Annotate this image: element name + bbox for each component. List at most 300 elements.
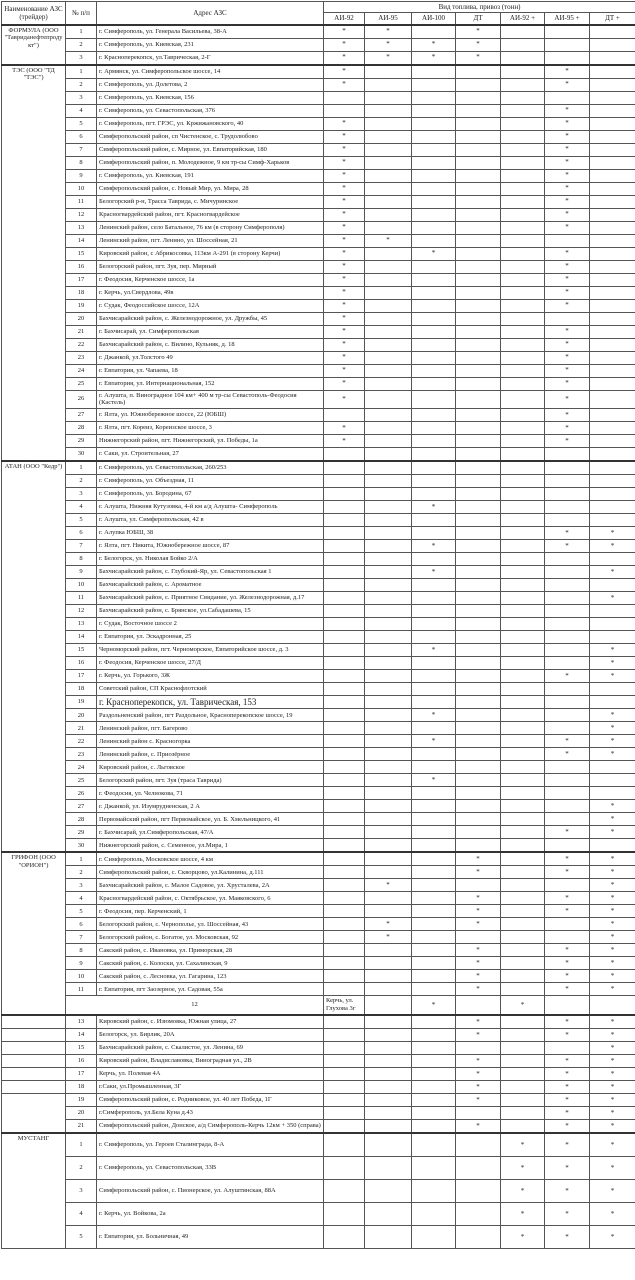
fuel-cell xyxy=(365,1054,412,1067)
fuel-cell xyxy=(501,526,545,539)
fuel-cell xyxy=(456,578,501,591)
fuel-cell: * xyxy=(545,852,590,866)
fuel-cell xyxy=(324,944,365,957)
fuel-cell xyxy=(412,578,456,591)
row-number-cell: 3 xyxy=(66,51,97,65)
fuel-cell xyxy=(456,234,501,247)
fuel-cell: * xyxy=(501,1202,545,1225)
address-cell: Кировский район, с. Изюмовка, Южная улица, 27 xyxy=(97,1015,324,1029)
fuel-cell xyxy=(365,892,412,905)
fuel-cell xyxy=(456,787,501,800)
fuel-cell xyxy=(501,247,545,260)
fuel-cell xyxy=(501,682,545,695)
fuel-cell xyxy=(324,1106,365,1119)
station-row xyxy=(2,156,635,169)
fuel-cell xyxy=(365,408,412,421)
row-number-cell: 14 xyxy=(66,1028,97,1041)
trader-cell xyxy=(2,1080,66,1093)
fuel-cell xyxy=(412,552,456,565)
fuel-cell: * xyxy=(501,1225,545,1248)
fuel-cell xyxy=(324,1202,365,1225)
fuel-cell xyxy=(501,1106,545,1119)
fuel-cell xyxy=(501,208,545,221)
fuel-cell xyxy=(545,38,590,51)
fuel-cell xyxy=(590,78,635,91)
fuel-cell xyxy=(412,761,456,774)
fuel-cell: * xyxy=(545,970,590,983)
fuel-cell xyxy=(501,156,545,169)
fuel-cell: * xyxy=(456,918,501,931)
fuel-cell xyxy=(545,931,590,944)
station-row xyxy=(2,273,635,286)
fuel-cell xyxy=(545,1041,590,1054)
fuel-cell: * xyxy=(545,434,590,447)
fuel-cell xyxy=(501,364,545,377)
fuel-cell: * xyxy=(545,1015,590,1029)
address-cell: г. Симферополь, ул. Генерала Васильева, 38-А xyxy=(97,25,324,39)
fuel-cell xyxy=(590,682,635,695)
address-cell: г. Керчь, ул.Свердлова, 49в xyxy=(97,286,324,299)
address-cell: Раздольненский район, пгт Раздольное, Красноперекопское шоссе, 19 xyxy=(97,709,324,722)
fuel-cell xyxy=(456,669,501,682)
fuel-cell xyxy=(365,813,412,826)
fuel-cell: * xyxy=(545,247,590,260)
fuel-cell: * xyxy=(456,1080,501,1093)
row-number-cell: 20 xyxy=(66,1106,97,1119)
fuel-cell xyxy=(365,1202,412,1225)
header-fuel-ai92plus: АИ-92 + xyxy=(501,13,545,25)
row-number-cell: 3 xyxy=(66,91,97,104)
row-number-cell: 17 xyxy=(66,1067,97,1080)
fuel-cell xyxy=(324,682,365,695)
fuel-cell xyxy=(545,500,590,513)
fuel-cell xyxy=(501,260,545,273)
fuel-cell xyxy=(501,51,545,65)
fuel-cell: * xyxy=(590,539,635,552)
fuel-cell: * xyxy=(324,325,365,338)
header-fuel-dtplus: ДТ + xyxy=(590,13,635,25)
fuel-cell xyxy=(412,117,456,130)
row-number-cell: 8 xyxy=(66,552,97,565)
fuel-cell: * xyxy=(590,931,635,944)
address-cell: Ленинский район с. Красногорка xyxy=(97,735,324,748)
fuel-cell xyxy=(324,813,365,826)
fuel-cell xyxy=(324,513,365,526)
address-cell: г. Судак, Восточное шоссе 2 xyxy=(97,617,324,630)
fuel-cell xyxy=(365,761,412,774)
fuel-cell xyxy=(590,65,635,79)
fuel-cell xyxy=(456,617,501,630)
fuel-cell xyxy=(412,630,456,643)
fuel-cell xyxy=(456,221,501,234)
fuel-cell xyxy=(456,182,501,195)
address-cell: Красногвардейский район, пгт. Красногвардейское xyxy=(97,208,324,221)
fuel-cell xyxy=(501,38,545,51)
fuel-cell xyxy=(412,312,456,325)
fuel-cell xyxy=(324,735,365,748)
fuel-cell: * xyxy=(545,408,590,421)
fuel-cell xyxy=(324,552,365,565)
fuel-cell: * xyxy=(545,1067,590,1080)
fuel-cell xyxy=(324,104,365,117)
station-row xyxy=(2,182,635,195)
row-number-cell: 2 xyxy=(66,474,97,487)
fuel-cell xyxy=(324,970,365,983)
row-number-cell: 1 xyxy=(66,461,97,475)
fuel-cell xyxy=(412,866,456,879)
trader-cell: ТЭС (ООО "ТД "ТЭС") xyxy=(2,65,66,461)
fuel-cell xyxy=(590,25,635,39)
fuel-cell xyxy=(412,91,456,104)
fuel-cell: * xyxy=(590,709,635,722)
fuel-cell xyxy=(590,630,635,643)
fuel-cell xyxy=(365,104,412,117)
trader-cell: ФОРМУЛА (ООО "Тавриданефтепродукт") xyxy=(2,25,66,65)
fuel-cell xyxy=(412,143,456,156)
row-number-cell: 26 xyxy=(66,390,97,408)
row-number-cell: 3 xyxy=(66,1179,97,1202)
address-cell: Бахчисарайский район, с. Железнодорожное, ул. Дружбы, 45 xyxy=(97,312,324,325)
station-row xyxy=(2,461,635,475)
fuel-cell: * xyxy=(324,364,365,377)
fuel-cell xyxy=(412,669,456,682)
fuel-cell xyxy=(456,552,501,565)
fuel-cell: * xyxy=(545,1179,590,1202)
header-fuel-ai95plus: АИ-95 + xyxy=(545,13,590,25)
fuel-cell xyxy=(324,526,365,539)
fuel-cell xyxy=(456,461,501,475)
row-number-cell: 19 xyxy=(66,1093,97,1106)
trader-cell xyxy=(2,1067,66,1080)
address-cell: Сакский район, с. Ивановка, ул. Приморская, 28 xyxy=(97,944,324,957)
fuel-cell xyxy=(365,1093,412,1106)
fuel-cell xyxy=(412,195,456,208)
address-cell: г. Симферополь, пгт. ГРЭС, ул. Кржижановского, 40 xyxy=(97,117,324,130)
fuel-cell xyxy=(412,182,456,195)
fuel-cell xyxy=(412,474,456,487)
fuel-cell xyxy=(365,800,412,813)
fuel-cell xyxy=(456,325,501,338)
fuel-cell xyxy=(324,1156,365,1179)
station-row xyxy=(2,286,635,299)
row-number-cell: 17 xyxy=(66,273,97,286)
fuel-cell xyxy=(324,1015,365,1029)
station-row xyxy=(2,65,635,79)
fuel-cell xyxy=(324,447,365,461)
fuel-cell xyxy=(412,813,456,826)
fuel-cell xyxy=(365,1133,412,1157)
fuel-cell: * xyxy=(365,51,412,65)
fuel-cell xyxy=(324,983,365,996)
fuel-cell xyxy=(365,839,412,853)
fuel-cell: * xyxy=(324,286,365,299)
address-cell: Первомайский район, пгт Первомайское, ул. Б. Хмельницкого, 41 xyxy=(97,813,324,826)
fuel-cell xyxy=(456,591,501,604)
fuel-cell xyxy=(365,996,412,1015)
fuel-cell: * xyxy=(590,879,635,892)
address-cell: Советский район, СП Краснофлотский xyxy=(97,682,324,695)
fuel-cell xyxy=(501,421,545,434)
fuel-cell xyxy=(590,156,635,169)
fuel-cell xyxy=(412,957,456,970)
fuel-cell xyxy=(324,800,365,813)
row-number-cell: 10 xyxy=(66,578,97,591)
fuel-cell xyxy=(412,839,456,853)
address-cell: г. Джанкой, ул. Изумрудненская, 2 А xyxy=(97,800,324,813)
fuel-cell xyxy=(365,390,412,408)
fuel-cell xyxy=(365,669,412,682)
fuel-cell xyxy=(324,905,365,918)
fuel-cell xyxy=(545,630,590,643)
fuel-cell xyxy=(324,1067,365,1080)
station-row xyxy=(2,38,635,51)
fuel-cell: * xyxy=(324,221,365,234)
address-cell: г. Джанкой, ул.Толстого 49 xyxy=(97,351,324,364)
table-header xyxy=(2,2,635,25)
fuel-cell xyxy=(456,774,501,787)
fuel-cell xyxy=(501,1028,545,1041)
address-cell: г. Евпатория, пгт Заозерное, ул. Садовая, 55а xyxy=(97,983,324,996)
fuel-cell xyxy=(412,604,456,617)
fuel-cell xyxy=(365,156,412,169)
fuel-cell xyxy=(412,682,456,695)
row-number-cell: 11 xyxy=(66,195,97,208)
address-cell: Симферопольский район, сп Чистенское, с. Трудолюбово xyxy=(97,130,324,143)
station-row xyxy=(2,169,635,182)
fuel-cell xyxy=(412,487,456,500)
header-fuel-ai100: АИ-100 xyxy=(412,13,456,25)
fuel-cell xyxy=(590,143,635,156)
fuel-cell xyxy=(456,1041,501,1054)
fuel-cell: * xyxy=(456,852,501,866)
fuel-cell: * xyxy=(545,421,590,434)
row-number-cell: 1 xyxy=(66,65,97,79)
fuel-cell xyxy=(412,787,456,800)
fuel-cell: * xyxy=(590,813,635,826)
fuel-cell: * xyxy=(324,234,365,247)
fuel-cell xyxy=(412,879,456,892)
fuel-cell xyxy=(501,408,545,421)
row-number-cell: 13 xyxy=(66,617,97,630)
fuel-cell xyxy=(456,722,501,735)
address-cell: Симферопольский район, Донское, а/д Симферополь-Керчь 12км + 350 (справа) xyxy=(97,1119,324,1133)
header-fuel-group: Вид топлива, привоз (тонн) xyxy=(324,2,635,13)
fuel-cell xyxy=(324,1054,365,1067)
station-row xyxy=(2,656,635,669)
station-row xyxy=(2,1179,635,1202)
station-row xyxy=(2,312,635,325)
row-number-cell: 28 xyxy=(66,813,97,826)
fuel-cell xyxy=(501,487,545,500)
station-row xyxy=(2,565,635,578)
address-cell: Сакский район, с. Лесновка, ул. Гагарина, 123 xyxy=(97,970,324,983)
fuel-cell xyxy=(545,25,590,39)
fuel-cell xyxy=(324,656,365,669)
station-row xyxy=(2,390,635,408)
fuel-cell xyxy=(545,918,590,931)
address-cell: Симферопольский район, п. Молодежное, 9 км тр-сы Симф-Харьков xyxy=(97,156,324,169)
fuel-cell: * xyxy=(412,735,456,748)
station-row xyxy=(2,918,635,931)
fuel-cell: * xyxy=(324,273,365,286)
station-row xyxy=(2,669,635,682)
trader-cell: АТАН (ООО "Кедр") xyxy=(2,461,66,853)
fuel-cell xyxy=(365,526,412,539)
fuel-cell: * xyxy=(545,944,590,957)
fuel-cell: * xyxy=(590,735,635,748)
fuel-cell xyxy=(324,852,365,866)
station-row xyxy=(2,408,635,421)
fuel-cell: * xyxy=(545,130,590,143)
station-row xyxy=(2,25,635,39)
fuel-cell xyxy=(412,1133,456,1157)
fuel-cell xyxy=(412,364,456,377)
fuel-cell xyxy=(365,182,412,195)
fuel-cell xyxy=(412,169,456,182)
fuel-cell: * xyxy=(545,1054,590,1067)
fuel-cell xyxy=(365,1028,412,1041)
fuel-cell: * xyxy=(590,1067,635,1080)
header-trader: Наименование АЗС (трейдер) xyxy=(2,2,66,25)
fuel-cell xyxy=(324,918,365,931)
trader-cell xyxy=(2,1054,66,1067)
fuel-cell xyxy=(412,656,456,669)
row-number-cell: 13 xyxy=(66,221,97,234)
address-cell: Симферопольский район, с. Мирное, ул. Евпаторийская, 180 xyxy=(97,143,324,156)
station-row xyxy=(2,1067,635,1080)
fuel-cell xyxy=(590,839,635,853)
fuel-cell xyxy=(324,91,365,104)
fuel-cell: * xyxy=(545,748,590,761)
fuel-cell: * xyxy=(590,526,635,539)
fuel-cell xyxy=(365,91,412,104)
row-number-cell: 26 xyxy=(66,787,97,800)
address-cell: г. Феодосия, Керченское шоссе, 27/Д xyxy=(97,656,324,669)
row-number-cell: 3 xyxy=(66,879,97,892)
address-cell: г. Красноперекопск, ул.Таврическая, 2-Г xyxy=(97,51,324,65)
fuel-cell xyxy=(412,1179,456,1202)
fuel-cell xyxy=(545,447,590,461)
row-number-cell: 25 xyxy=(66,774,97,787)
station-row xyxy=(2,630,635,643)
station-row xyxy=(2,1225,635,1248)
fuel-cell: * xyxy=(590,1093,635,1106)
fuel-cell xyxy=(365,78,412,91)
address-cell: г. Симферополь, ул. Киевская, 156 xyxy=(97,91,324,104)
fuel-cell xyxy=(501,722,545,735)
fuel-cell xyxy=(412,970,456,983)
fuel-cell xyxy=(590,312,635,325)
header-fuel-ai95: АИ-95 xyxy=(365,13,412,25)
fuel-cell xyxy=(365,617,412,630)
fuel-cell xyxy=(501,1080,545,1093)
row-number-cell: 19 xyxy=(66,299,97,312)
row-number-cell: 5 xyxy=(66,513,97,526)
fuel-cell xyxy=(456,390,501,408)
fuel-cell xyxy=(324,748,365,761)
fuel-cell: * xyxy=(545,1119,590,1133)
fuel-cell xyxy=(501,918,545,931)
fuel-cell xyxy=(456,539,501,552)
fuel-cell xyxy=(501,879,545,892)
fuel-cell xyxy=(501,813,545,826)
fuel-cell xyxy=(365,487,412,500)
row-number-cell: 23 xyxy=(66,351,97,364)
fuel-cell xyxy=(545,604,590,617)
fuel-cell: * xyxy=(324,338,365,351)
fuel-cell xyxy=(324,839,365,853)
fuel-cell xyxy=(456,65,501,79)
address-cell: Кировский район, Владиславовка, Виноградная ул., 2В xyxy=(97,1054,324,1067)
fuel-cell: * xyxy=(545,221,590,234)
fuel-cell xyxy=(501,1041,545,1054)
fuel-cell xyxy=(456,286,501,299)
station-row xyxy=(2,91,635,104)
fuel-cell xyxy=(456,500,501,513)
fuel-cell xyxy=(365,364,412,377)
fuel-cell xyxy=(456,813,501,826)
fuel-cell: * xyxy=(545,983,590,996)
fuel-cell xyxy=(412,447,456,461)
fuel-cell xyxy=(545,312,590,325)
fuel-cell xyxy=(545,591,590,604)
fuel-cell xyxy=(590,286,635,299)
address-cell: г. Красноперекопск, ул. Таврическая, 153 xyxy=(97,695,324,709)
address-cell: г.Саки, ул.Промышленная, 3Г xyxy=(97,1080,324,1093)
station-row xyxy=(2,51,635,65)
fuel-cell: * xyxy=(590,1179,635,1202)
fuel-cell xyxy=(412,65,456,79)
station-row xyxy=(2,892,635,905)
station-row xyxy=(2,474,635,487)
station-row xyxy=(2,299,635,312)
fuel-cell: * xyxy=(456,983,501,996)
fuel-cell xyxy=(590,182,635,195)
row-number-cell: 8 xyxy=(66,944,97,957)
row-number-cell: 4 xyxy=(66,500,97,513)
fuel-cell xyxy=(501,761,545,774)
fuel-cell xyxy=(365,325,412,338)
fuel-cell xyxy=(456,839,501,853)
fuel-cell: * xyxy=(545,526,590,539)
fuel-cell: * xyxy=(324,143,365,156)
fuel-cell xyxy=(501,338,545,351)
fuel-cell xyxy=(324,1179,365,1202)
fuel-cell xyxy=(365,247,412,260)
fuel-cell xyxy=(324,787,365,800)
fuel-cell: * xyxy=(590,852,635,866)
fuel-cell: * xyxy=(545,826,590,839)
fuel-cell xyxy=(365,1041,412,1054)
fuel-cell: * xyxy=(456,51,501,65)
fuel-cell xyxy=(501,656,545,669)
station-row xyxy=(2,643,635,656)
fuel-cell: * xyxy=(590,1106,635,1119)
address-cell: Бахчисарайский район, с. Приятное Свидание, ул. Железнодорожная, д.17 xyxy=(97,591,324,604)
fuel-cell: * xyxy=(501,1179,545,1202)
fuel-cell: * xyxy=(545,1028,590,1041)
address-cell: г. Симферополь, ул. Бородина, 67 xyxy=(97,487,324,500)
fuel-cell xyxy=(365,421,412,434)
fuel-cell: * xyxy=(324,25,365,39)
fuel-cell xyxy=(365,735,412,748)
fuel-cell xyxy=(590,787,635,800)
fuel-cell xyxy=(324,695,365,709)
address-cell: г. Ялта, пгт. Никита, Южнобережное шоссе, 87 xyxy=(97,539,324,552)
row-number-cell: 19 xyxy=(66,695,97,709)
station-row xyxy=(2,539,635,552)
fuel-cell: * xyxy=(545,117,590,130)
